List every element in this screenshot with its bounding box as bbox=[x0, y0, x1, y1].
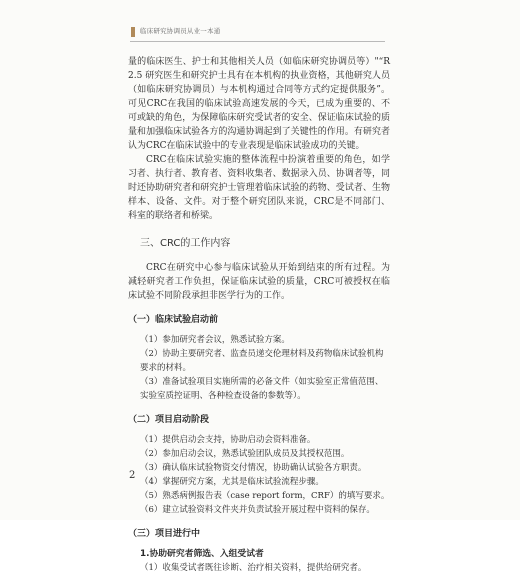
intro-paragraph-2: CRC在临床试验实施的整体流程中扮演着重要的角色，如学习者、执行者、教育者、资料收集者、数据录入员、协调者等，同时还协助研究者和研究护士管理着临床试验的药物、受试者、生物样本、设备、文件。对于整个研究团队来说，CRC是不同部门、科室的联络者和桥梁。 bbox=[128, 155, 390, 221]
header-title: 临床研究协调员从业一本通 bbox=[140, 27, 221, 35]
subsection-heading-startup: （二）项目启动阶段 bbox=[128, 415, 210, 425]
section-intro: CRC在研究中心参与临床试验从开始到结束的所有过程。为减轻研究者工作负担，保证临床试验的质量，CRC可被授权在临床试验不同阶段承担非医学行为的工作。 bbox=[128, 263, 390, 301]
header-marker bbox=[131, 27, 135, 37]
subsection-heading-pre-start: （一）临床试验启动前 bbox=[128, 315, 219, 325]
list-item: （5）熟悉病例报告表（case report form，CRF）的填写要求。 bbox=[140, 491, 390, 501]
page-number: 2 bbox=[129, 470, 136, 481]
list-item: （6）建立试验资料文件夹并负责试验开展过程中资料的保存。 bbox=[140, 505, 375, 515]
subsection-heading-in-progress: （三）项目进行中 bbox=[128, 529, 201, 539]
list-item: （2）协助主要研究者、监查员递交伦理材料及药物临床试验机构要求的材料。 bbox=[140, 349, 384, 373]
list-item: （1）收集受试者既往诊断、治疗相关资料，提供给研究者。 bbox=[140, 563, 367, 573]
running-header bbox=[0, 0, 520, 44]
list-item: （3）准备试验项目实施所需的必备文件（如实验室正常值范围、实验室质控证明、各种检查设备的参数等）。 bbox=[140, 377, 384, 401]
section-title: 三、CRC的工作内容 bbox=[140, 238, 231, 249]
intro-paragraph-1: 量的临床医生、护士和其他相关人员（如临床研究协调员等）"“R2.5 研究医生和研究护士具有在本机构的执业资格，其他研究人员（如临床研究协调员）与本机构通过合同等方式约定提供服务”。可见CRC在我国的临床试验高速发展的今天，已成为重要的、不可或缺的角色，为保障临床研究受试者的安全、保证临床试验的质量和加强临床试验各方的沟通协调起到了关键性的作用。有研究者认为CRC在临床试验中的专业表现是临床试验成功的关键。 bbox=[128, 57, 390, 151]
list-item: （2）参加启动会议，熟悉试验团队成员及其授权范围。 bbox=[140, 449, 350, 459]
subsection-subheading: 1.协助研究者筛选、入组受试者 bbox=[140, 549, 264, 559]
list-item: （1）提供启动会支持，协助启动会资料准备。 bbox=[140, 435, 316, 445]
list-startup bbox=[128, 433, 390, 517]
list-pre-start bbox=[128, 333, 390, 403]
list-in-progress bbox=[128, 561, 390, 575]
header-divider bbox=[130, 41, 385, 42]
list-item: （1）参加研究者会议，熟悉试验方案。 bbox=[140, 335, 290, 345]
page-body bbox=[128, 55, 390, 575]
list-item: （4）掌握研究方案，尤其是临床试验流程步骤。 bbox=[140, 477, 324, 487]
list-item: （3）确认临床试验物资交付情况，协助确认试验各方职责。 bbox=[140, 463, 367, 473]
